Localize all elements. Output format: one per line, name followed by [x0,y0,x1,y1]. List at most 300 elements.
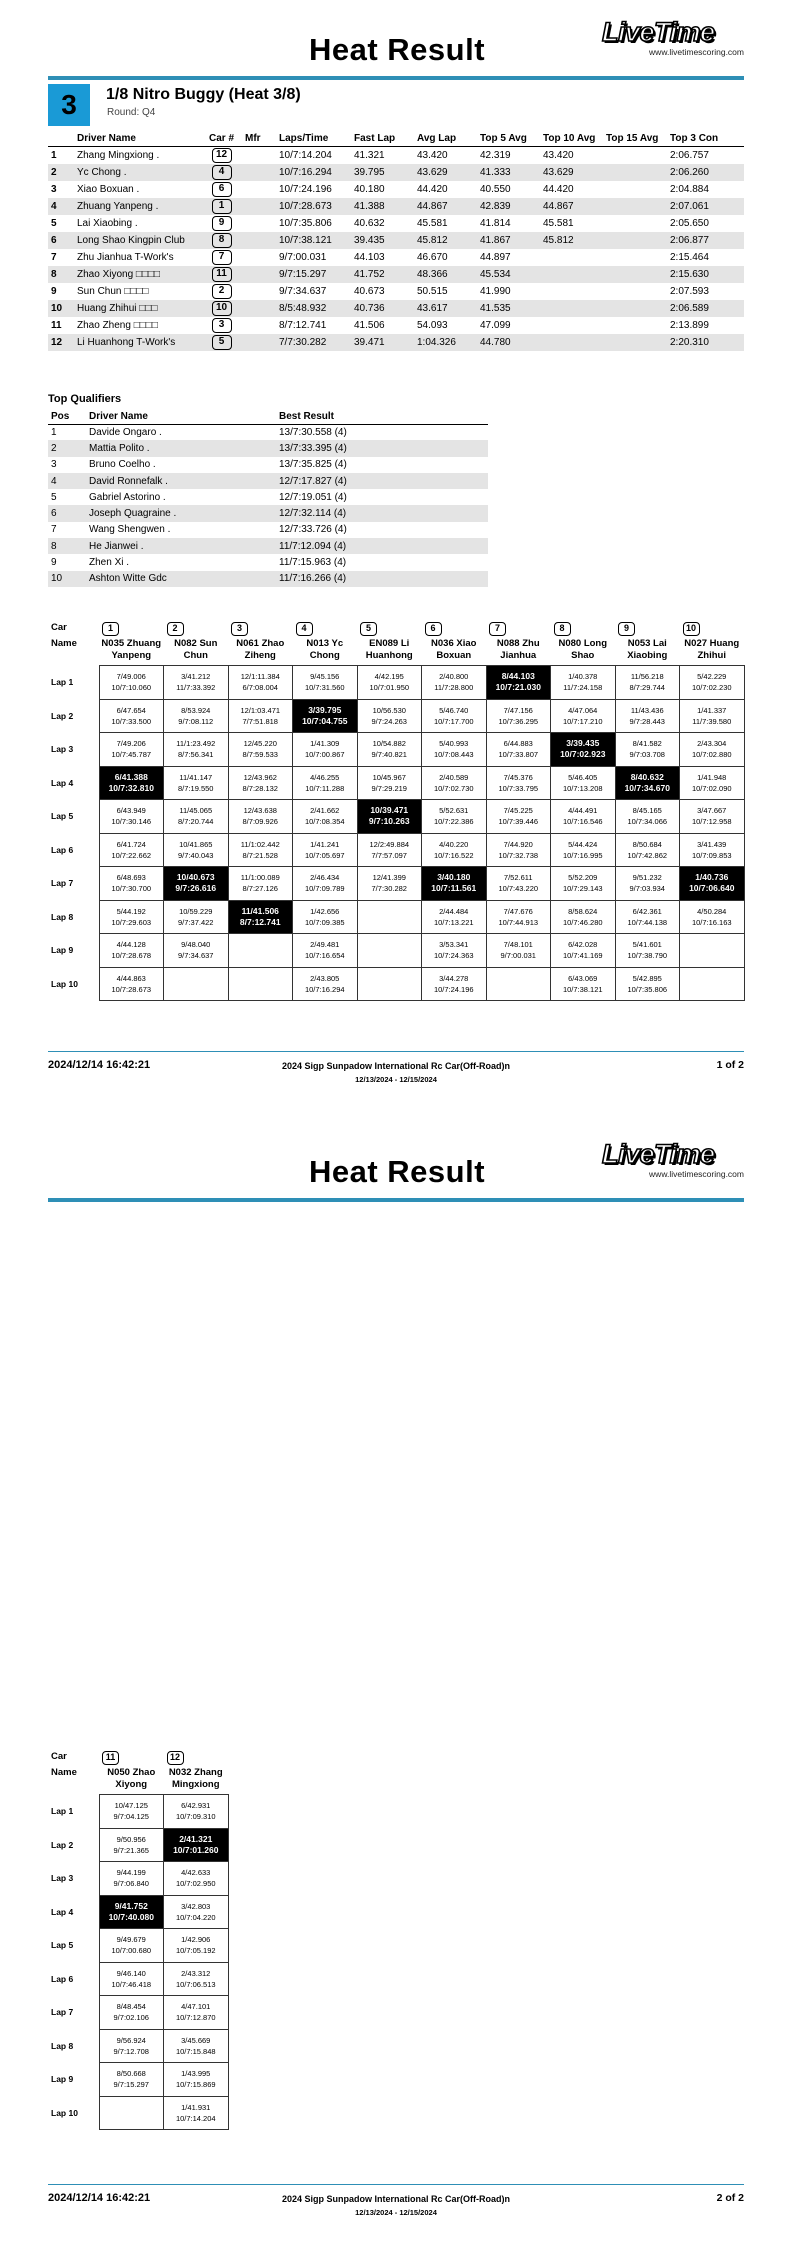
result-fast-lap: 39.795 [351,164,414,181]
total-time: 9/7:04.125 [113,1812,149,1822]
lap-time: 1/43.995 [181,2069,211,2079]
result-laps-time: 9/7:15.297 [276,266,351,283]
qualifier-pos: 7 [51,524,57,536]
lap-time: 4/44.491 [568,806,598,816]
lap-time: 12/45.220 [243,739,277,749]
result-pos: 1 [51,150,57,161]
header-divider [48,1198,744,1202]
car-number-badge: 1 [102,622,119,636]
total-time: 10/7:29.143 [562,884,603,894]
lap-time: 5/44.424 [568,839,598,849]
lap-time: 11/41.506 [241,905,279,916]
lap-cell [680,666,745,700]
qualifier-best: 11/7:12.094 (4) [276,538,488,554]
total-time: 10/7:02.730 [433,783,474,793]
lap-label: Lap 3 [51,1873,74,1884]
result-pos: 2 [48,164,74,181]
lap-time: 1/40.736 [695,872,729,883]
result-laps-time: 10/7:24.196 [279,184,332,195]
lap-cell [293,833,358,867]
result-top5: 42.839 [477,198,540,215]
total-time: 8/7:29.744 [629,683,665,693]
lap-row [48,1929,228,1963]
result-top15 [603,147,667,165]
lap-time: 6/41.388 [114,771,148,782]
result-top15 [603,164,667,181]
lap-cell [422,833,487,867]
result-top5: 44.897 [480,252,511,263]
result-avg-lap: 50.515 [417,286,448,297]
total-time: 11/7:28.800 [434,683,474,693]
qualifier-pos: 4 [48,473,86,489]
lap-cell [422,900,487,934]
qualifier-pos: 3 [51,459,57,471]
lap-cell [164,2029,229,2063]
result-top15 [603,283,667,300]
total-time: 10/7:16.294 [304,984,345,994]
lap-cell [99,1795,164,1829]
total-time: 10/7:15.848 [175,2046,216,2056]
result-mfr [242,164,276,181]
lap-cell [486,934,551,968]
lap-time: 1/41.931 [181,2102,211,2112]
total-time: 10/7:32.810 [108,782,154,793]
lap-time: 10/41.865 [179,839,213,849]
lap-grid-header-row [48,1750,228,1795]
total-time: 10/7:12.870 [175,2013,216,2023]
lap-cell [615,934,680,968]
lap-cell [551,699,616,733]
result-top5: 41.990 [480,286,511,297]
lap-time: 9/56.924 [116,2035,146,2045]
result-row [48,164,744,181]
lap-cell-empty [357,900,422,934]
result-pos: 11 [51,320,62,331]
name-label: Name [51,638,77,649]
result-driver: Zhao Zheng □□□□ [77,320,158,331]
result-pos: 5 [51,218,57,229]
lap-cell-empty [164,967,229,1001]
lap-time: 4/50.284 [697,906,727,916]
lap-time: 6/47.654 [116,705,146,715]
lap-cell [680,833,745,867]
result-top15 [603,215,667,232]
result-top5: 41.535 [477,300,540,317]
result-mfr [242,334,276,351]
total-time: 9/7:12.708 [113,2046,149,2056]
lap-time: 6/42.361 [632,906,662,916]
total-time: 10/7:02.090 [691,783,732,793]
lap-cell [293,666,358,700]
lap-label: Lap 5 [51,811,74,822]
lap-row [48,833,744,867]
result-car [201,249,242,266]
total-time: 10/7:08.443 [433,750,474,760]
lap-cell [99,934,164,968]
total-time: 11/7:33.392 [176,683,216,693]
lap-time: 7/49.006 [116,672,146,682]
lap-time: 8/58.624 [568,906,598,916]
total-time: 10/7:43.220 [498,884,539,894]
result-laps-time: 8/7:12.741 [279,320,327,331]
total-time: 9/7:00.031 [500,951,536,961]
result-mfr [242,249,276,266]
result-avg-lap: 43.420 [417,150,448,161]
lap-time: 9/41.752 [114,1900,148,1911]
lap-cell [422,800,487,834]
car-driver-name: N050 Zhao Xiyong [107,1767,156,1790]
lap-label: Lap 10 [51,2107,78,2118]
lap-row [48,2063,228,2097]
lap-time: 10/47.125 [114,1801,148,1811]
total-time: 10/7:13.221 [433,917,474,927]
livetime-logo [602,1140,744,1179]
car-column-header [357,621,422,666]
header-divider [48,76,744,80]
lap-cell [486,699,551,733]
lap-row [48,666,744,700]
lap-label: Lap 1 [51,677,74,688]
total-time: 9/7:08.112 [178,716,214,726]
total-time: 10/7:01.950 [369,683,410,693]
result-top10 [540,334,603,351]
result-top10 [540,249,603,266]
lap-time: 6/43.069 [568,973,598,983]
lap-cell [680,800,745,834]
total-time: 10/7:11.288 [305,783,345,793]
lap-cell [164,766,229,800]
lap-cell [228,699,293,733]
result-top3con: 2:20.310 [667,334,744,351]
result-laps-time: 9/7:34.637 [279,286,327,297]
lap-cell-empty [228,934,293,968]
lap-time: 3/47.667 [697,806,727,816]
qualifier-driver: Ashton Witte Gdc [86,571,276,587]
total-time: 10/7:16.995 [562,850,603,860]
total-time: 10/7:01.260 [173,1844,219,1855]
car-name-label [48,1750,99,1795]
car-number-badge: 4 [296,622,313,636]
lap-cell-empty [680,934,745,968]
car-column-header [99,1750,164,1795]
total-time: 10/7:41.169 [562,951,603,961]
lap-time: 2/41.321 [179,1833,213,1844]
lap-label: Lap 4 [51,1906,74,1917]
lap-label: Lap 8 [51,2040,74,2051]
qualifier-best: 13/7:35.825 (4) [279,459,347,471]
logo-url: www.livetimescoring.com [649,47,744,57]
total-time: 9/7:40.821 [371,750,407,760]
total-time: 10/7:39.446 [498,817,539,827]
lap-cell [228,733,293,767]
lap-time: 11/45.065 [179,806,213,816]
car-number-badge: 11 [212,267,232,282]
result-top10: 44.420 [543,184,574,195]
car-column-header [99,621,164,666]
lap-cell [615,900,680,934]
lap-time: 6/44.883 [503,739,533,749]
car-number-badge: 7 [212,250,232,265]
lap-time: 2/40.800 [439,672,469,682]
result-pos: 3 [51,184,57,195]
total-time: 9/7:03.708 [629,750,665,760]
col-top15: Top 15 Avg [603,131,667,147]
result-avg-lap: 44.420 [417,184,448,195]
lap-time: 6/41.724 [116,839,146,849]
lap-grid-page-1 [48,621,745,1001]
lap-cell [164,1795,229,1829]
car-driver-name: N088 Zhu Jianhua [496,638,540,661]
lap-time: 11/43.436 [630,705,664,715]
footer-date-range: 12/13/2024 - 12/15/2024 [355,1075,437,1084]
total-time: 10/7:30.146 [111,817,152,827]
result-fast-lap: 40.180 [354,184,385,195]
lap-cell [164,1862,229,1896]
lap-label: Lap 3 [51,744,74,755]
total-time: 10/7:13.208 [562,783,603,793]
lap-time: 5/42.895 [632,973,662,983]
lap-cell [99,1929,164,1963]
result-mfr [242,215,276,232]
total-time: 10/7:17.700 [433,716,474,726]
total-time: 10/7:02.880 [691,750,732,760]
lap-cell [615,867,680,901]
lap-cell [615,833,680,867]
total-time: 9/7:03.934 [629,884,665,894]
col-top3con: Top 3 Con [667,131,744,147]
lap-time: 6/42.028 [568,940,598,950]
lap-row [48,699,744,733]
lap-cell [99,1862,164,1896]
car-driver-name: N036 Xiao Boxuan [431,638,477,661]
lap-cell [99,1962,164,1996]
result-laps-time: 10/7:35.806 [279,218,332,229]
lap-cell [680,766,745,800]
total-time: 6/7:08.004 [242,683,278,693]
lap-time: 5/42.229 [697,672,727,682]
lap-time: 11/41.147 [179,772,213,782]
col-avg-lap: Avg Lap [414,131,477,147]
lap-time: 12/43.962 [243,772,277,782]
lap-label: Lap 9 [51,2074,74,2085]
lap-cell [293,800,358,834]
lap-time: 2/49.481 [310,940,340,950]
result-row [48,198,744,215]
total-time: 10/7:17.210 [562,716,603,726]
result-top15 [603,181,667,198]
car-column-header [422,621,487,666]
col-top5: Top 5 Avg [477,131,540,147]
lap-time: 6/43.949 [116,806,146,816]
total-time: 9/7:26.616 [175,883,217,894]
lap-time: 5/44.192 [116,906,146,916]
lap-cell [680,699,745,733]
lap-time: 1/42.906 [181,1935,211,1945]
lap-cell [164,800,229,834]
car-driver-name: N032 Zhang Mingxiong [168,1767,223,1790]
result-top3con: 2:06.757 [670,150,709,161]
lap-cell [99,1828,164,1862]
result-row [48,181,744,198]
footer-page-number: 2 of 2 [716,2192,744,2204]
qualifier-best: 12/7:19.051 (4) [279,491,347,503]
lap-time: 2/44.484 [439,906,469,916]
lap-time: 3/39.435 [566,738,600,749]
result-top5: 42.319 [480,150,511,161]
lap-time: 2/43.304 [697,739,727,749]
total-time: 10/7:05.697 [304,850,345,860]
lap-time: 7/52.611 [503,873,533,883]
car-driver-name: EN089 Li Huanhong [365,638,413,661]
lap-grid-page-2 [48,1750,229,2130]
lap-time: 8/53.924 [181,705,211,715]
lap-cell [486,833,551,867]
lap-cell-best [357,800,422,834]
lap-time: 1/41.948 [697,772,727,782]
result-row [48,317,744,334]
result-fast-lap: 39.435 [351,232,414,249]
result-avg-lap: 1:04.326 [414,334,477,351]
lap-cell-best [486,666,551,700]
heat-number-badge: 3 [48,84,90,126]
lap-row [48,1795,228,1829]
lap-cell [99,800,164,834]
lap-time: 6/42.931 [181,1801,211,1811]
lap-row [48,1862,228,1896]
qualifier-driver: Gabriel Astorino . [89,491,166,503]
total-time: 10/7:46.280 [562,917,603,927]
lap-time: 7/44.920 [503,839,533,849]
car-number-badge: 5 [360,622,377,636]
total-time: 10/7:35.806 [627,984,668,994]
lap-cell [164,1929,229,1963]
lap-cell [228,833,293,867]
footer-event: 2024 Sigp Sunpadow International Rc Car(Off-Road)n [281,2194,511,2204]
result-row [48,266,744,283]
qualifier-pos: 9 [51,557,57,569]
lap-time: 12/41.399 [372,873,406,883]
lap-row [48,1828,228,1862]
total-time: 10/7:04.220 [175,1912,216,1922]
lap-time: 3/41.212 [181,672,211,682]
total-time: 10/7:34.670 [624,782,670,793]
lap-time: 7/45.225 [503,806,533,816]
lap-time: 12/43.638 [243,806,277,816]
car-column-header [164,1750,229,1795]
lap-cell [422,733,487,767]
lap-time: 4/44.863 [116,973,146,983]
car-driver-name: N013 Yc Chong [306,638,344,661]
result-fast-lap: 40.736 [351,300,414,317]
lap-cell [164,934,229,968]
lap-time: 4/42.195 [374,672,404,682]
lap-time: 12/2:49.884 [369,839,410,849]
result-fast-lap: 41.752 [351,266,414,283]
total-time: 10/7:40.080 [108,1911,154,1922]
car-number-badge: 12 [167,1751,184,1765]
total-time: 10/7:33.795 [498,783,539,793]
lap-cell [551,900,616,934]
result-laps-time: 10/7:14.204 [279,150,332,161]
result-top5: 41.333 [477,164,540,181]
tq-col-best: Best Result [276,409,488,424]
total-time: 9/7:10.263 [368,816,410,827]
lap-cell [551,934,616,968]
result-mfr [242,147,276,165]
car-column-header [615,621,680,666]
total-time: 10/7:16.522 [433,850,474,860]
result-fast-lap: 41.506 [354,320,385,331]
lap-cell [357,833,422,867]
lap-cell [293,766,358,800]
results-table [48,131,744,351]
lap-row [48,1962,228,1996]
total-time: 10/7:38.790 [627,951,668,961]
lap-time: 10/56.530 [372,705,406,715]
lap-cell [228,766,293,800]
col-fast-lap: Fast Lap [351,131,414,147]
lap-cell [551,766,616,800]
result-avg-lap: 43.617 [414,300,477,317]
lap-cell [422,699,487,733]
result-driver: Zhuang Yanpeng . [74,198,201,215]
lap-cell [164,1895,229,1929]
lap-time: 9/45.156 [310,672,340,682]
logo-wordmark: LiveTime [602,1139,715,1169]
car-number-badge: 4 [212,165,232,180]
total-time: 10/7:11.561 [431,883,477,894]
result-top10: 45.581 [543,218,574,229]
result-row [48,232,744,249]
result-laps-time: 10/7:16.294 [276,164,351,181]
qualifier-row [48,505,488,521]
result-top10 [540,300,603,317]
result-top10: 43.629 [540,164,603,181]
car-number-badge: 2 [212,284,232,299]
result-avg-lap: 46.670 [417,252,448,263]
col-pos [48,131,74,147]
result-fast-lap: 41.388 [351,198,414,215]
lap-cell [551,833,616,867]
total-time: 10/7:33.500 [111,716,152,726]
lap-label: Lap 10 [51,978,78,989]
result-top3con: 2:06.260 [667,164,744,181]
qualifier-pos: 5 [51,491,57,503]
lap-cell [164,833,229,867]
lap-time: 3/40.180 [437,872,471,883]
total-time: 10/7:24.196 [433,984,474,994]
footer-page-number: 1 of 2 [716,1059,744,1071]
total-time: 7/7:51.818 [242,716,278,726]
lap-cell-empty [228,967,293,1001]
total-time: 10/7:46.418 [111,1979,152,1989]
car-number-badge: 8 [554,622,571,636]
name-label: Name [51,1767,77,1778]
lap-row [48,967,744,1001]
qualifier-pos: 6 [48,505,86,521]
car-name-label [48,621,99,666]
result-laps-time: 8/5:48.932 [276,300,351,317]
page-title: Heat Result [308,1154,486,1189]
car-driver-name: N027 Huang Zhihui [684,638,740,661]
lap-time: 6/48.693 [116,873,146,883]
total-time: 10/7:12.958 [691,817,732,827]
lap-cell [551,800,616,834]
result-car [201,232,242,249]
result-top5: 41.867 [477,232,540,249]
lap-cell [99,733,164,767]
car-driver-name: N080 Long Shao [558,638,608,661]
